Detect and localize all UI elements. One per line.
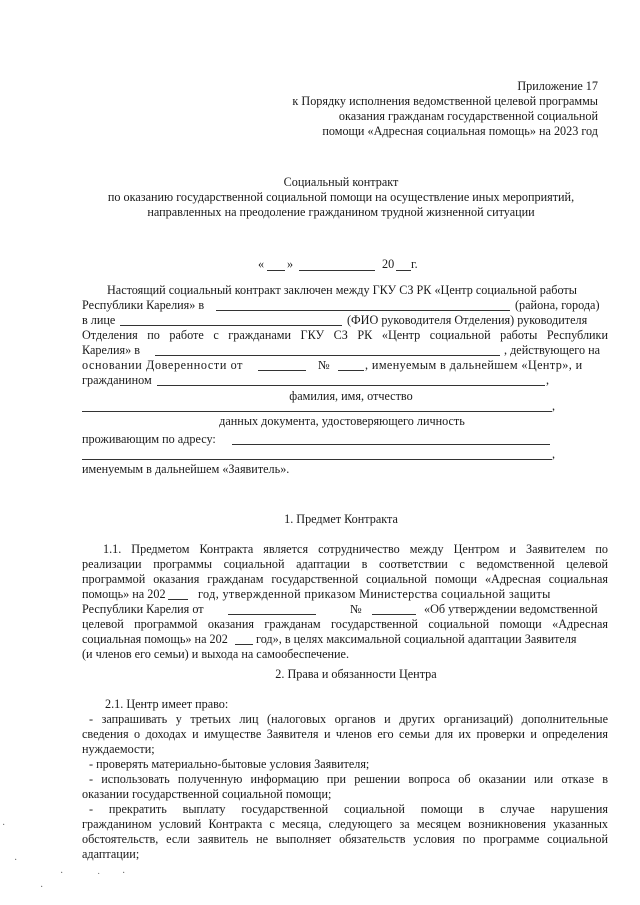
field-caption: фамилия, имя, отчество: [289, 389, 413, 403]
paragraph-line: 2.1. Центр имеет право:: [105, 697, 229, 711]
appendix-line: к Порядку исполнения ведомственной целевой программы: [292, 94, 598, 108]
paragraph-line: Республики Карелия от: [82, 602, 204, 616]
scan-speck: ·: [14, 855, 18, 866]
list-item: - использовать полученную информацию при решении вопроса об оказании или отказе в: [89, 772, 608, 786]
paragraph-line: адаптации;: [82, 847, 140, 861]
contract-subtitle: направленных на преодоление гражданином трудной жизненной ситуации: [147, 205, 535, 219]
paragraph-line: «Об утверждении ведомственной: [424, 602, 598, 616]
address-field-continued: [82, 459, 552, 460]
citizen-name-field: [157, 385, 545, 386]
document-details-field: [82, 411, 552, 412]
month-field: [299, 270, 375, 271]
contract-subtitle: по оказанию государственной социальной помощи на осуществление иных мероприятий,: [107, 190, 575, 204]
date-open-quote: «: [258, 257, 265, 271]
paragraph-line: год», в целях максимальной социальной адаптации Заявителя: [256, 632, 577, 646]
paragraph-line: 1.1. Предметом Контракта является сотрудничество между Центром и Заявителем по: [103, 542, 608, 556]
paragraph-line: ,: [546, 373, 550, 387]
order-date-field: [228, 614, 316, 615]
appendix-number: Приложение 17: [517, 79, 598, 93]
section-heading: 2. Права и обязанности Центра: [275, 667, 437, 681]
paragraph-line: гражданином: [82, 373, 152, 387]
year-prefix: 20: [382, 257, 395, 271]
order-number-field: [372, 614, 416, 615]
paragraph-line: оказании государственной социальной помощи;: [82, 787, 332, 801]
contract-title: Социальный контракт: [283, 175, 399, 189]
appendix-line: оказания гражданам государственной социальной: [338, 109, 598, 123]
scan-speck: ·: [2, 820, 6, 831]
paragraph-line: Карелия» в: [82, 343, 140, 357]
program-year-field: [235, 644, 253, 645]
paragraph-line: (и членов его семьи) и выхода на самообеспечение.: [82, 647, 349, 661]
paragraph-line: (ФИО руководителя Отделения) руководителя: [347, 313, 588, 327]
appendix-line: помощи «Адресная социальная помощь» на 2023 год: [322, 124, 598, 138]
date-close-quote: »: [287, 257, 294, 271]
scan-speck: ·: [60, 868, 64, 879]
paragraph-line: в лице: [82, 313, 116, 327]
paragraph-line: №: [350, 602, 362, 616]
paragraph-line: гражданином условий Контракта с месяца, следующего за месяцем возникновения указанных: [82, 817, 608, 831]
paragraph-line: , действующего на: [504, 343, 601, 357]
paragraph-line: основании Доверенности от: [82, 358, 244, 372]
power-of-attorney-number-field: [338, 370, 364, 371]
program-year-field: [168, 599, 188, 600]
office-field: [155, 355, 500, 356]
field-caption: данных документа, удостоверяющего личность: [219, 414, 465, 428]
day-field: [267, 270, 285, 271]
paragraph-line: сведения о доходах и имуществе Заявителя и членов его семьи для их проверки и определения: [82, 727, 608, 741]
scan-speck: ·: [122, 868, 126, 879]
paragraph-line: , именуемым в дальнейшем «Центр», и: [365, 358, 583, 372]
address-field: [232, 444, 550, 445]
paragraph-line: (района, города): [515, 298, 600, 312]
paragraph-line: помощь» на 202: [82, 587, 166, 601]
list-item: - проверять материально-бытовые условия Заявителя;: [89, 757, 370, 771]
power-of-attorney-date-field: [258, 370, 306, 371]
paragraph-line: обстоятельств, если заявитель не выполняет обязательств условия по программе социальной: [82, 832, 608, 846]
paragraph-line: ,: [552, 447, 556, 461]
paragraph-line: целевой программой оказания гражданам государственной социальной помощи «Адресная: [82, 617, 608, 631]
section-heading: 1. Предмет Контракта: [284, 512, 398, 526]
paragraph-line: год, утвержденной приказом Министерства социальной защиты: [198, 587, 551, 601]
scan-speck: ·: [40, 882, 44, 893]
paragraph-line: проживающим по адресу:: [82, 432, 216, 446]
year-suffix: г.: [411, 257, 418, 271]
manager-name-field: [120, 325, 342, 326]
district-field: [216, 310, 510, 311]
paragraph-line: Настоящий социальный контракт заключен между ГКУ СЗ РК «Центр социальной работы: [107, 283, 577, 297]
paragraph-line: ,: [552, 399, 556, 413]
paragraph-line: именуемым в дальнейшем «Заявитель».: [82, 462, 290, 476]
paragraph-line: социальная помощь» на 202: [82, 632, 228, 646]
paragraph-line: Республики Карелия» в: [82, 298, 205, 312]
paragraph-line: программой оказания гражданам государственной социальной помощи «Адресная социальная: [82, 572, 608, 586]
scan-speck: ˙: [97, 872, 101, 883]
paragraph-line: реализации программы социальной адаптации в соответствии с ведомственной целевой: [82, 557, 608, 571]
year-field: [396, 270, 411, 271]
paragraph-line: нуждаемости;: [82, 742, 155, 756]
paragraph-line: №: [318, 358, 330, 372]
paragraph-line: Отделения по работе с гражданами ГКУ СЗ РК «Центр социальной работы Республики: [82, 328, 608, 342]
list-item: - запрашивать у третьих лиц (налоговых органов и других организаций) дополнительные: [89, 712, 608, 726]
list-item: - прекратить выплату государственной социальной помощи в случае нарушения: [89, 802, 608, 816]
